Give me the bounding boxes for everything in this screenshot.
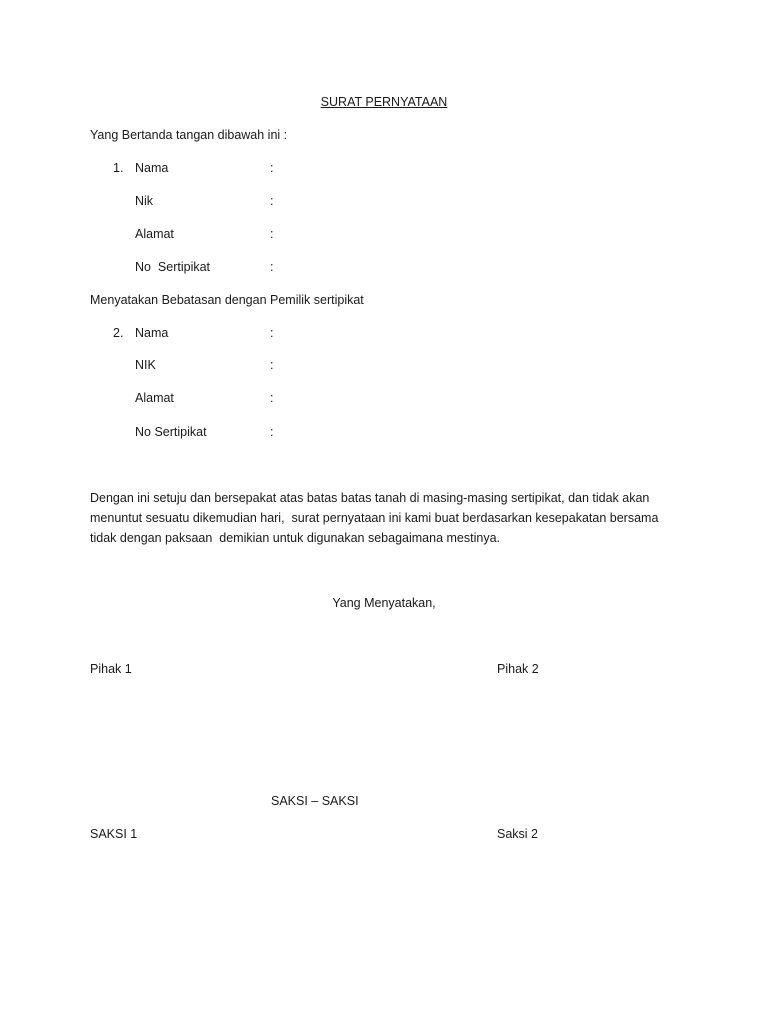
party1-alamat-sep: : [270, 227, 274, 241]
party1-nik-label: Nik [135, 194, 154, 208]
pihak1-label: Pihak 1 [90, 662, 132, 676]
saksi-heading: SAKSI – SAKSI [271, 794, 359, 808]
party2-sertipikat-label: No Sertipikat [135, 425, 207, 439]
party1-sertipikat-sep: : [270, 260, 274, 274]
agreement-paragraph: Dengan ini setuju dan bersepakat atas batas batas tanah di masing-masing sertipikat, dan tidak akan menuntut sesuatu dikemudian hari, surat pernyataan ini kami buat berdasarkan kesepakatan bersama tidak dengan paksaan demikian untuk digunakan sebagaimana mestinya. [90, 491, 662, 545]
document-title: SURAT PERNYATAAN [320, 95, 448, 109]
party2-name-sep: : [270, 326, 274, 340]
party2-alamat-label: Alamat [135, 391, 174, 405]
pihak2-label: Pihak 2 [497, 662, 539, 676]
party2-alamat-sep: : [270, 391, 274, 405]
party1-alamat-label: Alamat [135, 227, 174, 241]
list-number-2: 2. [113, 326, 124, 340]
party1-nik-sep: : [270, 194, 274, 208]
list-number-1: 1. [113, 161, 124, 175]
party2-sertipikat-sep: : [270, 425, 274, 439]
party2-name-label: Nama [135, 326, 169, 340]
intro-text: Yang Bertanda tangan dibawah ini : [90, 128, 288, 142]
saksi2-label: Saksi 2 [497, 827, 538, 841]
saksi1-label: SAKSI 1 [90, 827, 138, 841]
closing-text: Yang Menyatakan, [332, 596, 436, 610]
party2-nik-label: NIK [135, 358, 156, 372]
party1-sertipikat-label: No Sertipikat [135, 260, 211, 274]
party1-name-sep: : [270, 161, 274, 175]
party2-nik-sep: : [270, 358, 274, 372]
party1-name-label: Nama [135, 161, 169, 175]
middle-statement: Menyatakan Bebatasan dengan Pemilik sertipikat [90, 293, 364, 307]
